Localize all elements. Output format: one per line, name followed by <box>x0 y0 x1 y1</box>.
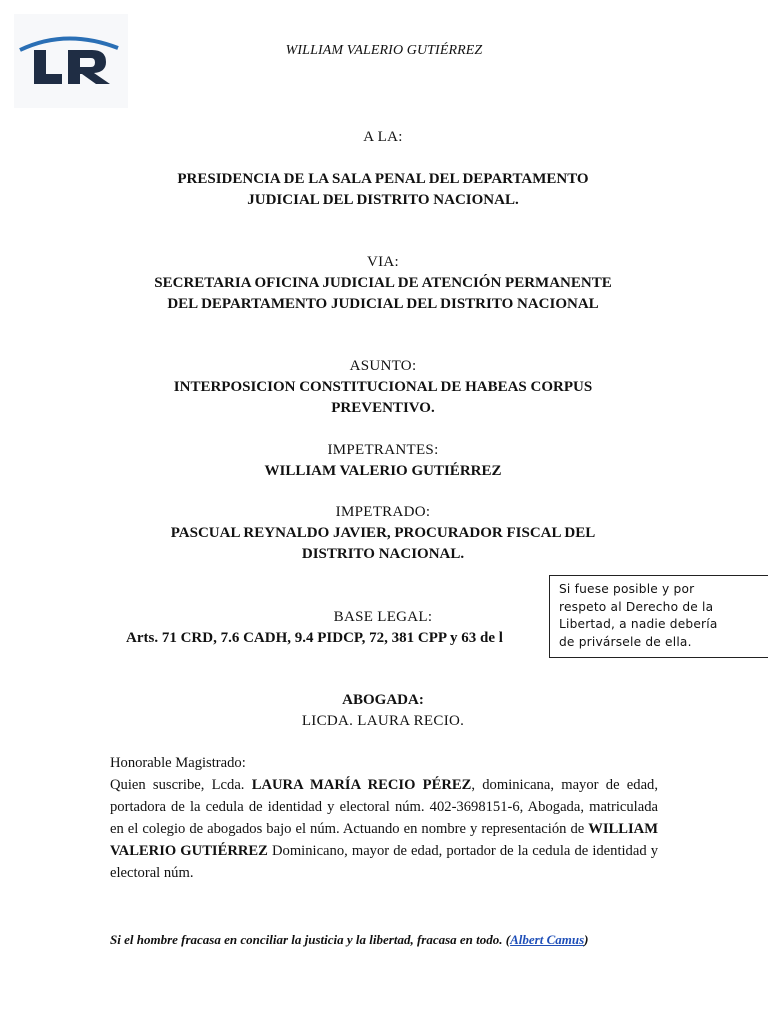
base-legal-value: Arts. 71 CRD, 7.6 CADH, 9.4 PIDCP, 72, 381 CPP y 63 de l <box>126 630 503 646</box>
client-name: WILLIAM VALERIO GUTIÉRREZ <box>110 821 658 859</box>
body-text <box>110 752 658 884</box>
lawyer-name: LAURA MARÍA RECIO PÉREZ <box>251 777 472 793</box>
via-label: VIA: <box>366 254 400 270</box>
asunto-block <box>100 356 666 419</box>
body-text-run: , dominicana, mayor de edad, portadora de la cedula de identidad y electoral núm. 402-3698151-6, Abogada, matriculada en el colegio de abogados bajo el núm. Actuando en nombre y representación de <box>110 777 658 837</box>
impetrantes-value: WILLIAM VALERIO GUTIÉRREZ <box>264 463 502 479</box>
via-line: DEL DEPARTAMENTO JUDICIAL DEL DISTRITO NACIONAL <box>167 296 599 312</box>
addressee-value <box>100 169 666 211</box>
salutation: Honorable Magistrado: <box>110 755 246 771</box>
callout-line: Si fuese posible y por <box>559 582 695 596</box>
quote-close: ) <box>584 932 589 947</box>
abogada-label: ABOGADA: <box>342 692 424 708</box>
impetrantes-label: IMPETRANTES: <box>327 442 439 458</box>
asunto-line: INTERPOSICION CONSTITUCIONAL DE HABEAS CORPUS <box>173 379 593 395</box>
addressee-label: A LA: <box>363 129 403 145</box>
addressee-line: PRESIDENCIA DE LA SALA PENAL DEL DEPARTAMENTO <box>177 171 589 187</box>
callout-line: Libertad, a nadie debería <box>559 617 718 632</box>
callout-line: de privársele de ella. <box>559 634 692 649</box>
quote-author-link[interactable]: Albert Camus <box>510 932 585 947</box>
callout-line: respeto al Derecho de la <box>559 599 714 614</box>
impetrado-line: PASCUAL REYNALDO JAVIER, PROCURADOR FISCAL DEL <box>170 525 596 541</box>
impetrado-label: IMPETRADO: <box>335 504 431 520</box>
lr-logo-icon <box>18 30 124 90</box>
abogada-value: LICDA. LAURA RECIO. <box>301 713 465 729</box>
abogada-block <box>100 690 666 732</box>
via-block <box>100 252 666 315</box>
impetrantes-block <box>100 440 666 482</box>
asunto-label: ASUNTO: <box>349 358 417 374</box>
asunto-line: PREVENTIVO. <box>331 400 435 416</box>
via-line: SECRETARIA OFICINA JUDICIAL DE ATENCIÓN PERMANENTE <box>154 275 612 291</box>
impetrado-block <box>100 502 666 565</box>
addressee-line: JUDICIAL DEL DISTRITO NACIONAL. <box>247 192 519 208</box>
body-paragraph <box>110 774 658 884</box>
quote <box>110 931 650 948</box>
body-text-run: Quien suscribe, Lcda. <box>110 777 252 793</box>
impetrado-line: DISTRITO NACIONAL. <box>301 546 465 562</box>
quote-text: Si el hombre fracasa en conciliar la justicia y la libertad, fracasa en todo. ( <box>110 932 511 947</box>
header-name: WILLIAM VALERIO GUTIÉRREZ <box>285 43 483 58</box>
base-legal-label: BASE LEGAL: <box>333 609 433 625</box>
logo <box>14 14 128 108</box>
body-text-run: Dominicano, mayor de edad, portador de la cedula de identidad y electoral núm. <box>110 843 658 881</box>
callout-note <box>549 575 768 658</box>
addressee-block <box>100 127 666 148</box>
